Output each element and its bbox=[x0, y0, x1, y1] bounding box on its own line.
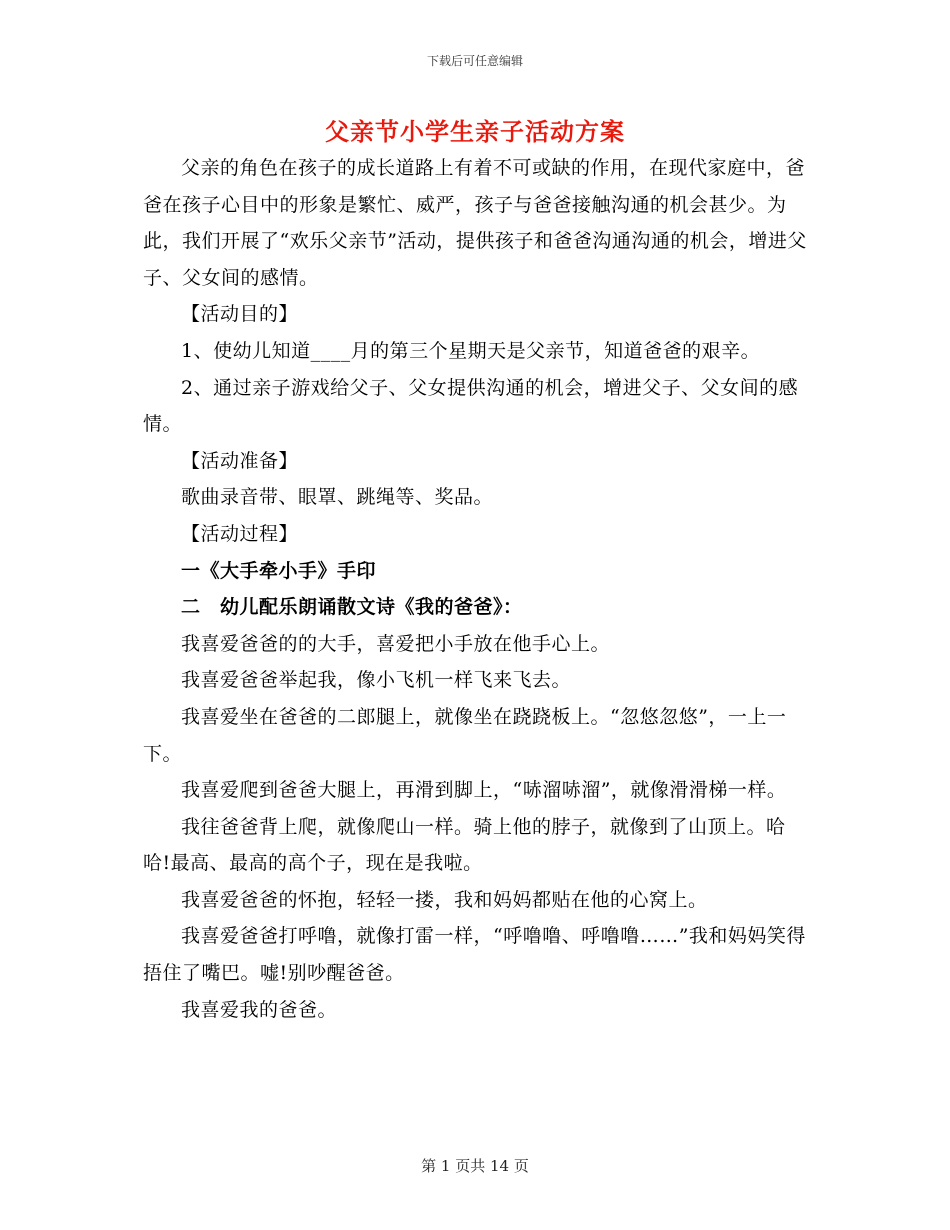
poem-line: 我喜爱爸爸的的大手，喜爱把小手放在他手心上。 bbox=[181, 632, 611, 655]
header-note: 下载后可任意编辑 bbox=[426, 54, 523, 68]
poem-line: 我喜爱爸爸打呼噜，就像打雷一样，“呼噜噜、呼噜噜……”我和妈妈笑得捂住了嘴巴。嘘!别吵醒爸爸。 bbox=[143, 925, 806, 985]
section-heading-process: 【活动过程】 bbox=[181, 522, 299, 545]
page-indicator: 第 1 页共 14 页 bbox=[421, 1157, 529, 1175]
poem-line: 我喜爱坐在爸爸的二郎腿上，就像坐在跷跷板上。“忽悠忽悠”，一上一下。 bbox=[143, 705, 787, 765]
goal-item-1: 1、使幼儿知道____月的第三个星期天是父亲节，知道爸爸的艰辛。 bbox=[181, 339, 761, 362]
section-heading-preparation: 【活动准备】 bbox=[181, 449, 299, 472]
process-step-2: 二 幼儿配乐朗诵散文诗《我的爸爸》： bbox=[181, 596, 523, 619]
poem-line: 我喜爱爬到爸爸大腿上，再滑到脚上，“哧溜哧溜”，就像滑滑梯一样。 bbox=[181, 779, 787, 802]
process-step-1: 一《大手牵小手》手印 bbox=[181, 559, 377, 582]
poem-line: 我喜爱我的爸爸。 bbox=[181, 998, 338, 1021]
poem-line: 我喜爱爸爸的怀抱，轻轻一搂，我和妈妈都贴在他的心窝上。 bbox=[181, 888, 708, 911]
poem-line: 我往爸爸背上爬，就像爬山一样。骑上他的脖子，就像到了山顶上。哈哈!最高、最高的高个子，现在是我啦。 bbox=[143, 815, 786, 875]
preparation-list: 歌曲录音带、眼罩、跳绳等、奖品。 bbox=[181, 486, 494, 509]
document-title: 父亲节小学生亲子活动方案 bbox=[325, 117, 625, 146]
poem-line: 我喜爱爸爸举起我，像小飞机一样飞来飞去。 bbox=[181, 669, 572, 692]
document-body bbox=[143, 150, 813, 1028]
goal-item-2: 2、通过亲子游戏给父子、父女提供沟通的机会，增进父子、父女间的感情。 bbox=[143, 376, 799, 436]
intro-paragraph: 父亲的角色在孩子的成长道路上有着不可或缺的作用，在现代家庭中，爸爸在孩子心目中的形象是繁忙、威严，孩子与爸爸接触沟通的机会甚少。为此，我们开展了“欢乐父亲节”活动，提供孩子和爸爸沟通沟通的机会，增进父子、父女间的感情。 bbox=[143, 157, 807, 289]
section-heading-goals: 【活动目的】 bbox=[181, 303, 299, 326]
